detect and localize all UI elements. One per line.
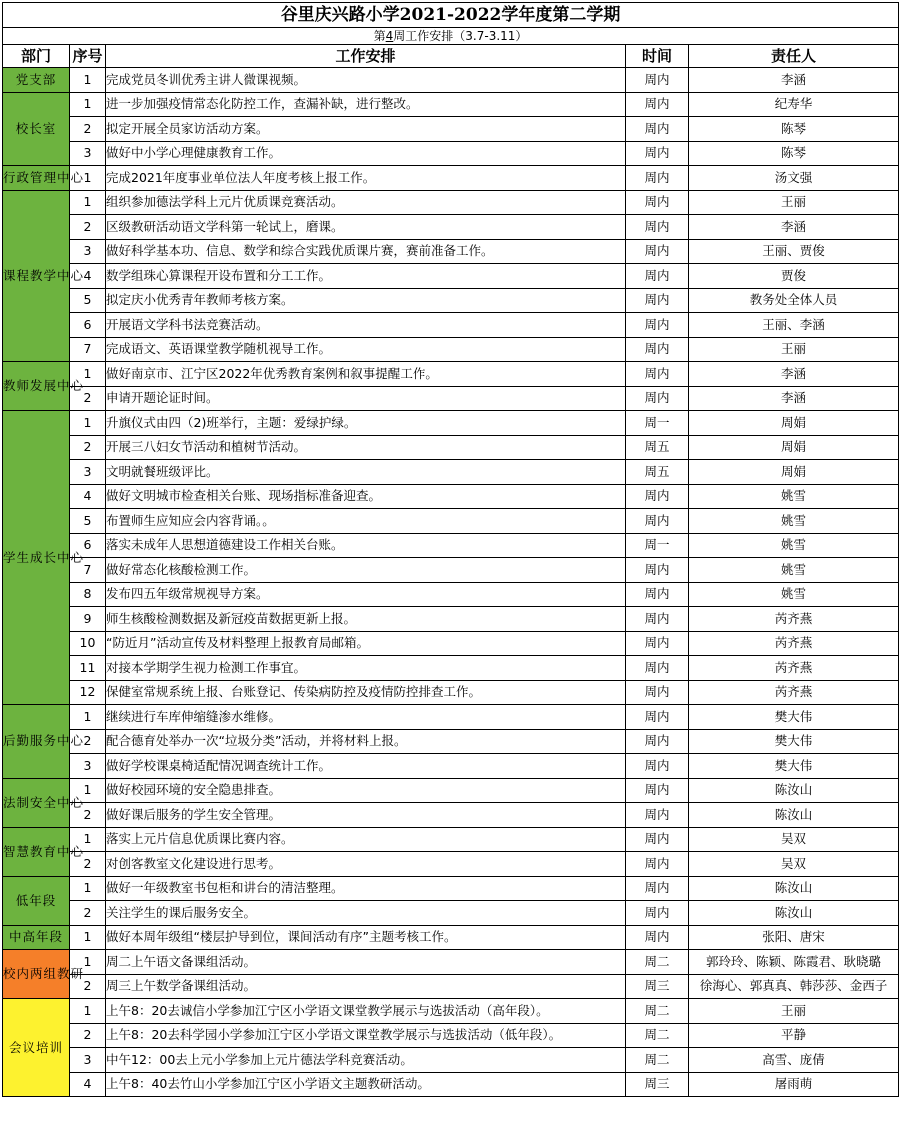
- item-number: 1: [70, 705, 106, 730]
- responsible-person: 高雪、庞倩: [689, 1048, 899, 1073]
- task-time: 周内: [626, 190, 689, 215]
- item-number: 1: [70, 876, 106, 901]
- table-row: [3, 778, 899, 803]
- task-description: 师生核酸检测数据及新冠疫苗数据更新上报。: [106, 607, 626, 632]
- table-row: [3, 852, 899, 877]
- department-cell: 行政管理中心: [3, 166, 70, 191]
- responsible-person: 张阳、唐宋: [689, 925, 899, 950]
- task-description: 申请开题论证时间。: [106, 386, 626, 411]
- task-description: 做好文明城市检查相关台账、现场指标准备迎查。: [106, 484, 626, 509]
- task-time: 周五: [626, 460, 689, 485]
- item-number: 2: [70, 386, 106, 411]
- responsible-person: 屠雨萌: [689, 1072, 899, 1097]
- item-number: 6: [70, 313, 106, 338]
- task-description: 做好中小学心理健康教育工作。: [106, 141, 626, 166]
- task-description: 上午8：20去诚信小学参加江宁区小学语文课堂教学展示与选拔活动（高年段）。: [106, 999, 626, 1024]
- task-time: 周内: [626, 925, 689, 950]
- item-number: 2: [70, 215, 106, 240]
- task-description: 文明就餐班级评比。: [106, 460, 626, 485]
- department-cell: 课程教学中心: [3, 190, 70, 362]
- task-time: 周内: [626, 117, 689, 142]
- responsible-person: 纪寿华: [689, 92, 899, 117]
- table-row: [3, 484, 899, 509]
- task-time: 周内: [626, 313, 689, 338]
- department-cell: 校内两组教研: [3, 950, 70, 999]
- task-time: 周二: [626, 950, 689, 975]
- task-time: 周二: [626, 999, 689, 1024]
- item-number: 2: [70, 729, 106, 754]
- table-row: [3, 264, 899, 289]
- task-description: 做好常态化核酸检测工作。: [106, 558, 626, 583]
- department-cell: 法制安全中心: [3, 778, 70, 827]
- responsible-person: 芮齐燕: [689, 656, 899, 681]
- table-row: [3, 705, 899, 730]
- department-cell: 低年段: [3, 876, 70, 925]
- task-time: 周内: [626, 607, 689, 632]
- task-time: 周二: [626, 1023, 689, 1048]
- table-row: [3, 827, 899, 852]
- department-cell: 会议培训: [3, 999, 70, 1097]
- table-row: [3, 680, 899, 705]
- task-time: 周内: [626, 754, 689, 779]
- table-row: [3, 386, 899, 411]
- table-row: [3, 803, 899, 828]
- table-row: [3, 729, 899, 754]
- schedule-body: [3, 3, 899, 1097]
- task-description: 做好学校课桌椅适配情况调查统计工作。: [106, 754, 626, 779]
- task-time: 周内: [626, 239, 689, 264]
- table-row: [3, 117, 899, 142]
- item-number: 1: [70, 92, 106, 117]
- responsible-person: 姚雪: [689, 484, 899, 509]
- department-cell: 学生成长中心: [3, 411, 70, 705]
- item-number: 2: [70, 852, 106, 877]
- table-row: [3, 288, 899, 313]
- table-row: [3, 239, 899, 264]
- task-time: 周内: [626, 386, 689, 411]
- item-number: 4: [70, 484, 106, 509]
- task-description: 布置师生应知应会内容背诵。。: [106, 509, 626, 534]
- task-description: 开展语文学科书法竞赛活动。: [106, 313, 626, 338]
- task-description: 拟定庆小优秀青年教师考核方案。: [106, 288, 626, 313]
- item-number: 5: [70, 288, 106, 313]
- responsible-person: 汤文强: [689, 166, 899, 191]
- responsible-person: 贾俊: [689, 264, 899, 289]
- department-cell: 教师发展中心: [3, 362, 70, 411]
- responsible-person: 樊大伟: [689, 705, 899, 730]
- task-description: 对创客教室文化建设进行思考。: [106, 852, 626, 877]
- table-row: [3, 1048, 899, 1073]
- responsible-person: 郭玲玲、陈颖、陈霞君、耿晓璐: [689, 950, 899, 975]
- item-number: 1: [70, 411, 106, 436]
- task-description: 继续进行车库伸缩缝渗水维修。: [106, 705, 626, 730]
- task-description: 完成2021年度事业单位法人年度考核上报工作。: [106, 166, 626, 191]
- responsible-person: 陈汝山: [689, 778, 899, 803]
- table-row: [3, 1023, 899, 1048]
- header-task: 工作安排: [106, 45, 626, 68]
- responsible-person: 陈琴: [689, 117, 899, 142]
- item-number: 3: [70, 1048, 106, 1073]
- responsible-person: 芮齐燕: [689, 680, 899, 705]
- table-row: [3, 435, 899, 460]
- task-time: 周内: [626, 92, 689, 117]
- responsible-person: 樊大伟: [689, 754, 899, 779]
- task-time: 周内: [626, 852, 689, 877]
- task-description: “防近月”活动宣传及材料整理上报教育局邮箱。: [106, 631, 626, 656]
- table-row: [3, 68, 899, 93]
- responsible-person: 樊大伟: [689, 729, 899, 754]
- task-description: 组织参加德法学科上元片优质课竞赛活动。: [106, 190, 626, 215]
- task-time: 周内: [626, 803, 689, 828]
- task-description: 中午12：00去上元小学参加上元片德法学科竞赛活动。: [106, 1048, 626, 1073]
- task-description: 做好课后服务的学生安全管理。: [106, 803, 626, 828]
- task-description: 拟定开展全员家访活动方案。: [106, 117, 626, 142]
- responsible-person: 王丽、贾俊: [689, 239, 899, 264]
- task-time: 周内: [626, 68, 689, 93]
- task-time: 周内: [626, 362, 689, 387]
- table-row: [3, 141, 899, 166]
- item-number: 1: [70, 362, 106, 387]
- task-time: 周内: [626, 558, 689, 583]
- item-number: 2: [70, 1023, 106, 1048]
- responsible-person: 王丽: [689, 190, 899, 215]
- task-time: 周内: [626, 141, 689, 166]
- responsible-person: 李涵: [689, 386, 899, 411]
- task-time: 周内: [626, 656, 689, 681]
- task-time: 周内: [626, 901, 689, 926]
- responsible-person: 陈汝山: [689, 901, 899, 926]
- item-number: 5: [70, 509, 106, 534]
- task-description: 完成语文、英语课堂教学随机视导工作。: [106, 337, 626, 362]
- item-number: 3: [70, 239, 106, 264]
- task-description: 做好本周年级组“楼层护导到位，课间活动有序”主题考核工作。: [106, 925, 626, 950]
- task-time: 周一: [626, 533, 689, 558]
- table-row: [3, 754, 899, 779]
- responsible-person: 吴双: [689, 852, 899, 877]
- task-time: 周内: [626, 631, 689, 656]
- week-number: 4: [385, 29, 394, 43]
- item-number: 12: [70, 680, 106, 705]
- table-row: [3, 925, 899, 950]
- item-number: 3: [70, 141, 106, 166]
- responsible-person: 王丽: [689, 999, 899, 1024]
- task-time: 周内: [626, 778, 689, 803]
- header-dept: 部门: [3, 45, 70, 68]
- page-title: 谷里庆兴路小学2021-2022学年度第二学期: [3, 3, 899, 28]
- table-row: [3, 631, 899, 656]
- task-time: 周内: [626, 729, 689, 754]
- responsible-person: 李涵: [689, 362, 899, 387]
- item-number: 7: [70, 558, 106, 583]
- task-description: 做好校园环境的安全隐患排查。: [106, 778, 626, 803]
- task-description: 周二上午语文备课组活动。: [106, 950, 626, 975]
- header-num: 序号: [70, 45, 106, 68]
- task-time: 周内: [626, 680, 689, 705]
- department-cell: 党支部: [3, 68, 70, 93]
- task-description: 上午8：40去竹山小学参加江宁区小学语文主题教研活动。: [106, 1072, 626, 1097]
- item-number: 1: [70, 827, 106, 852]
- item-number: 1: [70, 190, 106, 215]
- task-description: 落实未成年人思想道德建设工作相关台账。: [106, 533, 626, 558]
- subtitle-row: [3, 28, 899, 45]
- task-description: 区级教研活动语文学科第一轮试上，磨课。: [106, 215, 626, 240]
- header-person: 责任人: [689, 45, 899, 68]
- responsible-person: 陈汝山: [689, 803, 899, 828]
- table-row: [3, 166, 899, 191]
- table-row: [3, 509, 899, 534]
- task-time: 周内: [626, 288, 689, 313]
- task-description: 配合德育处举办一次“垃圾分类”活动，并将材料上报。: [106, 729, 626, 754]
- responsible-person: 吴双: [689, 827, 899, 852]
- item-number: 4: [70, 264, 106, 289]
- table-row: [3, 92, 899, 117]
- item-number: 2: [70, 435, 106, 460]
- subtitle-prefix: 第: [373, 29, 386, 43]
- item-number: 6: [70, 533, 106, 558]
- task-time: 周二: [626, 1048, 689, 1073]
- responsible-person: 姚雪: [689, 558, 899, 583]
- table-row: [3, 901, 899, 926]
- task-description: 做好科学基本功、信息、数学和综合实践优质课片赛，赛前准备工作。: [106, 239, 626, 264]
- task-time: 周内: [626, 705, 689, 730]
- weekly-schedule-table: [2, 2, 899, 1097]
- item-number: 1: [70, 925, 106, 950]
- item-number: 10: [70, 631, 106, 656]
- title-row: [3, 3, 899, 28]
- responsible-person: 姚雪: [689, 582, 899, 607]
- table-row: [3, 876, 899, 901]
- item-number: 1: [70, 68, 106, 93]
- task-description: 周三上午数学备课组活动。: [106, 974, 626, 999]
- table-row: [3, 362, 899, 387]
- item-number: 3: [70, 754, 106, 779]
- department-cell: 中高年段: [3, 925, 70, 950]
- task-time: 周内: [626, 484, 689, 509]
- task-description: 对接本学期学生视力检测工作事宜。: [106, 656, 626, 681]
- task-time: 周一: [626, 411, 689, 436]
- task-description: 做好一年级教室书包柜和讲台的清洁整理。: [106, 876, 626, 901]
- responsible-person: 李涵: [689, 68, 899, 93]
- item-number: 11: [70, 656, 106, 681]
- task-description: 落实上元片信息优质课比赛内容。: [106, 827, 626, 852]
- item-number: 1: [70, 166, 106, 191]
- item-number: 2: [70, 117, 106, 142]
- responsible-person: 王丽、李涵: [689, 313, 899, 338]
- table-row: [3, 533, 899, 558]
- item-number: 8: [70, 582, 106, 607]
- task-time: 周内: [626, 876, 689, 901]
- header-time: 时间: [626, 45, 689, 68]
- task-time: 周内: [626, 166, 689, 191]
- responsible-person: 平静: [689, 1023, 899, 1048]
- item-number: 2: [70, 901, 106, 926]
- task-description: 做好南京市、江宁区2022年优秀教育案例和叙事提醒工作。: [106, 362, 626, 387]
- table-row: [3, 656, 899, 681]
- table-row: [3, 190, 899, 215]
- table-row: [3, 974, 899, 999]
- task-time: 周五: [626, 435, 689, 460]
- item-number: 1: [70, 950, 106, 975]
- table-row: [3, 950, 899, 975]
- responsible-person: 周娟: [689, 460, 899, 485]
- department-cell: 后勤服务中心: [3, 705, 70, 779]
- department-cell: 智慧教育中心: [3, 827, 70, 876]
- responsible-person: 李涵: [689, 215, 899, 240]
- task-description: 关注学生的课后服务安全。: [106, 901, 626, 926]
- task-description: 进一步加强疫情常态化防控工作，查漏补缺，进行整改。: [106, 92, 626, 117]
- task-time: 周内: [626, 582, 689, 607]
- responsible-person: 陈汝山: [689, 876, 899, 901]
- item-number: 3: [70, 460, 106, 485]
- item-number: 2: [70, 974, 106, 999]
- subtitle-suffix: 周工作安排（3.7-3.11）: [393, 29, 528, 43]
- responsible-person: 周娟: [689, 435, 899, 460]
- table-row: [3, 337, 899, 362]
- table-row: [3, 1072, 899, 1097]
- responsible-person: 姚雪: [689, 509, 899, 534]
- responsible-person: 王丽: [689, 337, 899, 362]
- task-description: 保健室常规系统上报、台账登记、传染病防控及疫情防控排查工作。: [106, 680, 626, 705]
- table-row: [3, 999, 899, 1024]
- table-row: [3, 460, 899, 485]
- responsible-person: 姚雪: [689, 533, 899, 558]
- header-row: [3, 45, 899, 68]
- department-cell: 校长室: [3, 92, 70, 166]
- item-number: 2: [70, 803, 106, 828]
- table-row: [3, 411, 899, 436]
- responsible-person: 芮齐燕: [689, 607, 899, 632]
- responsible-person: 陈琴: [689, 141, 899, 166]
- table-row: [3, 607, 899, 632]
- week-subtitle: [3, 28, 899, 45]
- task-description: 发布四五年级常规视导方案。: [106, 582, 626, 607]
- table-row: [3, 313, 899, 338]
- item-number: 1: [70, 778, 106, 803]
- task-description: 上午8：20去科学园小学参加江宁区小学语文课堂教学展示与选拔活动（低年段）。: [106, 1023, 626, 1048]
- item-number: 9: [70, 607, 106, 632]
- task-description: 升旗仪式由四（2)班举行，主题：爱绿护绿。: [106, 411, 626, 436]
- item-number: 4: [70, 1072, 106, 1097]
- task-time: 周内: [626, 509, 689, 534]
- item-number: 1: [70, 999, 106, 1024]
- responsible-person: 周娟: [689, 411, 899, 436]
- task-time: 周内: [626, 215, 689, 240]
- task-description: 开展三八妇女节活动和植树节活动。: [106, 435, 626, 460]
- responsible-person: 徐海心、郭真真、韩莎莎、金西子: [689, 974, 899, 999]
- responsible-person: 教务处全体人员: [689, 288, 899, 313]
- task-time: 周内: [626, 827, 689, 852]
- task-time: 周内: [626, 264, 689, 289]
- task-time: 周三: [626, 974, 689, 999]
- task-description: 数学组珠心算课程开设布置和分工工作。: [106, 264, 626, 289]
- responsible-person: 芮齐燕: [689, 631, 899, 656]
- table-row: [3, 215, 899, 240]
- task-time: 周三: [626, 1072, 689, 1097]
- item-number: 7: [70, 337, 106, 362]
- table-row: [3, 558, 899, 583]
- table-row: [3, 582, 899, 607]
- task-description: 完成党员冬训优秀主讲人微课视频。: [106, 68, 626, 93]
- task-time: 周内: [626, 337, 689, 362]
